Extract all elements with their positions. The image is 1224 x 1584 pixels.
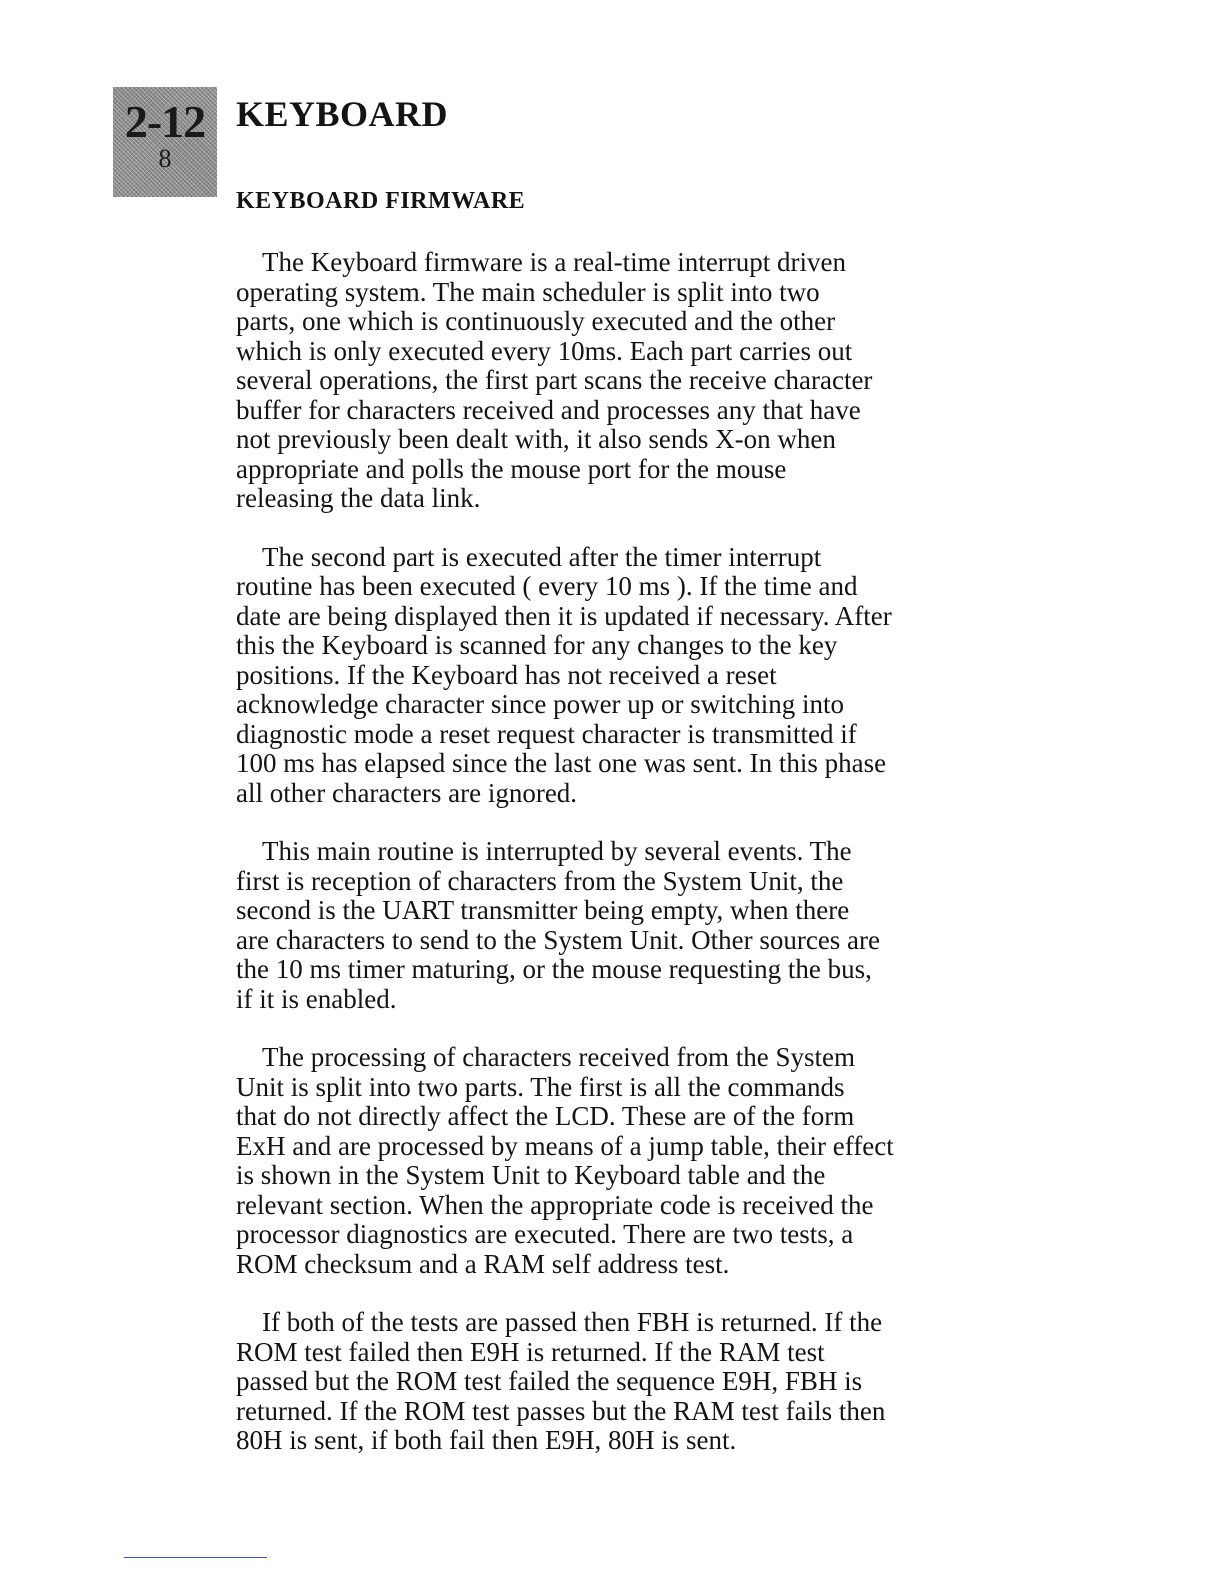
paragraph-1 — [236, 248, 996, 514]
text-line: all other characters are ignored. — [236, 777, 578, 808]
text-line: This main routine is interrupted by several events. The — [262, 836, 852, 866]
text-line: 100 ms has elapsed since the last one was sent. In this phase — [236, 748, 887, 778]
paragraph-3 — [236, 837, 996, 1014]
section-heading: KEYBOARD FIRMWARE — [236, 188, 526, 214]
text-line: acknowledge character since power up or switching into — [236, 689, 845, 719]
text-line: this the Keyboard is scanned for any changes to the key — [236, 630, 838, 660]
page-title: KEYBOARD — [236, 94, 449, 134]
text-line: second is the UART transmitter being empty, when there — [236, 895, 850, 925]
text-line: The processing of characters received from the System — [262, 1042, 856, 1072]
text-line: are characters to send to the System Unit. Other sources are — [236, 924, 881, 955]
text-line: appropriate and polls the mouse port for the mouse — [236, 453, 787, 484]
text-line: if it is enabled. — [236, 983, 397, 1014]
text-line: routine has been executed ( every 10 ms ). If the time and — [236, 571, 858, 601]
text-line: returned. If the ROM test passes but the RAM test fails then — [236, 1395, 886, 1426]
text-line: processor diagnostics are executed. There are two tests, a — [236, 1219, 854, 1249]
body-text — [236, 248, 996, 1485]
footnote-rule — [124, 1557, 267, 1558]
text-line: relevant section. When the appropriate code is received the — [236, 1189, 874, 1220]
paragraph-5 — [236, 1308, 996, 1456]
text-line: Unit is split into two parts. The first is all the commands — [236, 1071, 845, 1102]
text-line: parts, one which is continuously executed and the other — [236, 306, 836, 336]
text-line: date are being displayed then it is updated if necessary. After — [236, 600, 892, 631]
text-line: releasing the data link. — [236, 483, 481, 513]
text-line: 80H is sent, if both fail then E9H, 80H is sent. — [236, 1425, 737, 1455]
paragraph-4 — [236, 1043, 996, 1279]
paragraph-2 — [236, 543, 996, 809]
text-line: positions. If the Keyboard has not received a reset — [236, 659, 777, 690]
section-number: 2-12 — [124, 96, 206, 147]
text-line: first is reception of characters from the System Unit, the — [236, 865, 844, 896]
text-line: is shown in the System Unit to Keyboard table and the — [236, 1160, 826, 1190]
text-line: which is only executed every 10ms. Each part carries out — [236, 335, 853, 366]
text-line: passed but the ROM test failed the sequence E9H, FBH is — [236, 1366, 863, 1396]
text-line: If both of the tests are passed then FBH is returned. If the — [262, 1307, 883, 1337]
text-line: ExH and are processed by means of a jump table, their effect — [236, 1130, 894, 1161]
text-line: the 10 ms timer maturing, or the mouse requesting the bus, — [236, 954, 872, 984]
text-line: The second part is executed after the timer interrupt — [262, 541, 822, 572]
text-line: not previously been dealt with, it also sends X-on when — [236, 424, 836, 454]
chapter-number: 8 — [158, 144, 172, 173]
text-line: buffer for characters received and processes any that have — [236, 394, 861, 425]
text-line: ROM checksum and a RAM self address test. — [236, 1248, 730, 1279]
text-line: several operations, the first part scans the receive character — [236, 365, 873, 395]
text-line: diagnostic mode a reset request character is transmitted if — [236, 718, 857, 749]
section-tab — [113, 87, 217, 197]
text-line: ROM test failed then E9H is returned. If the RAM test — [236, 1336, 825, 1367]
text-line: that do not directly affect the LCD. These are of the form — [236, 1101, 855, 1131]
text-line: The Keyboard firmware is a real-time interrupt driven — [262, 247, 847, 277]
text-line: operating system. The main scheduler is split into two — [236, 276, 820, 307]
